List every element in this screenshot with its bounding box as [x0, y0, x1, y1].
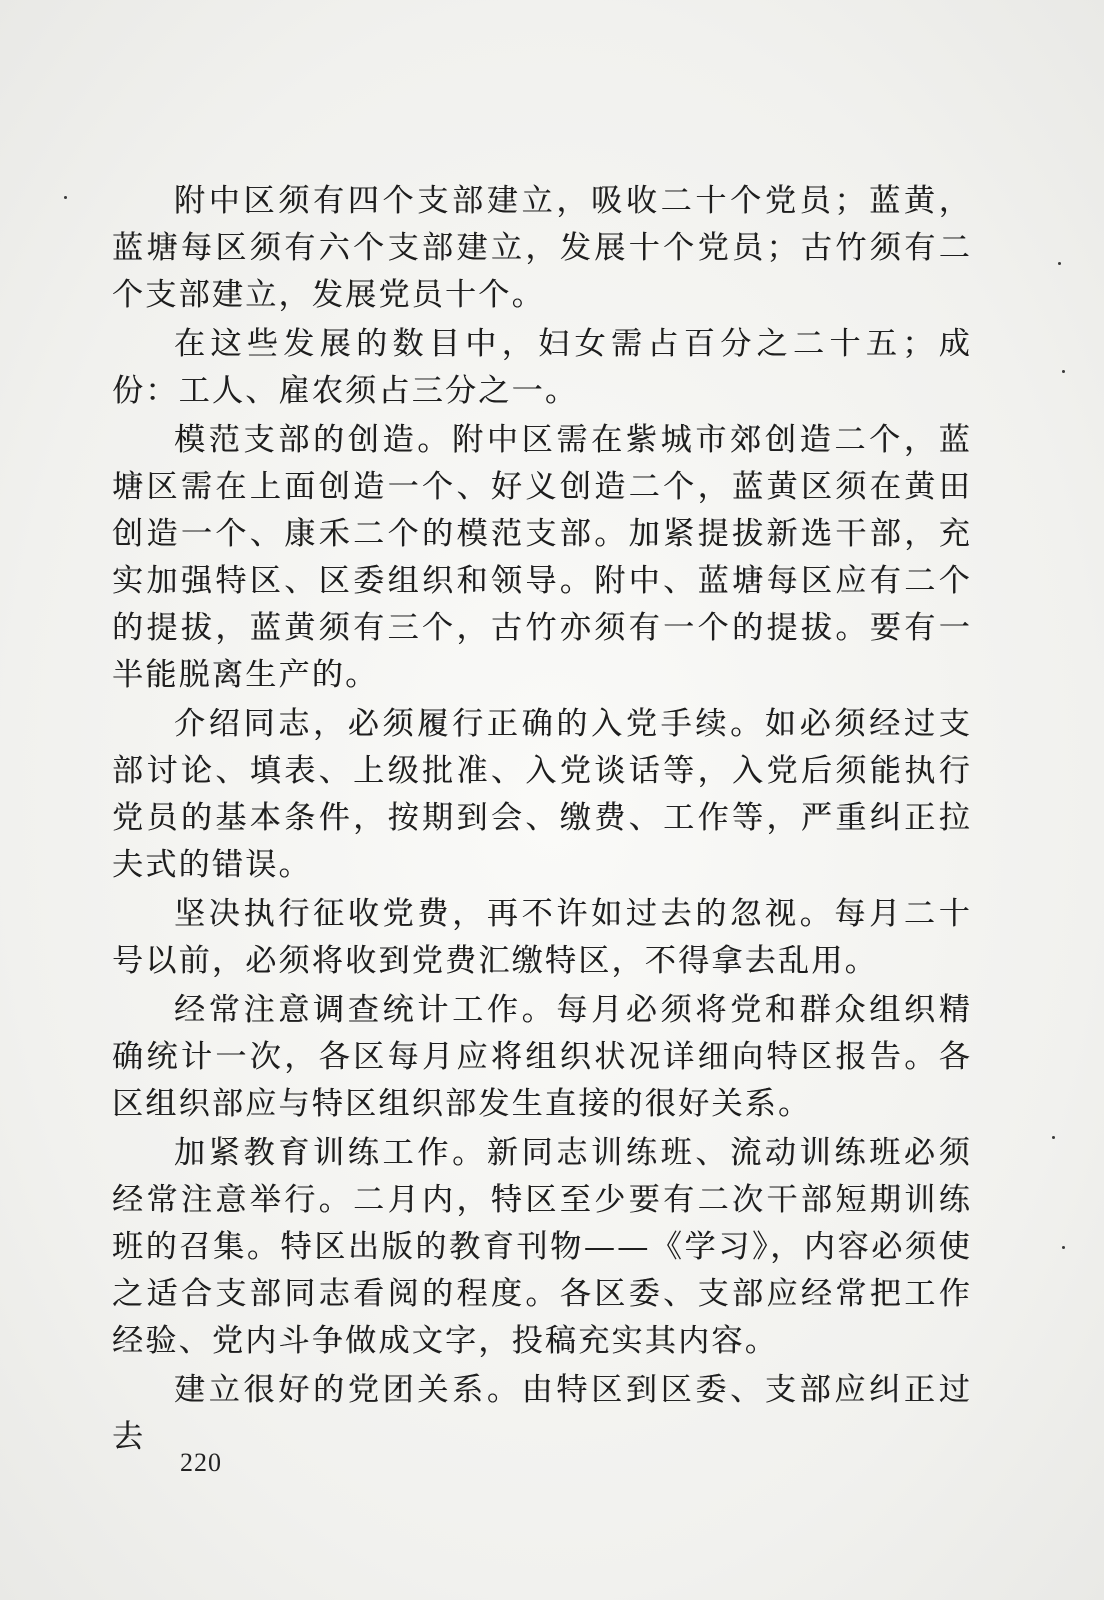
- paragraph: 经常注意调查统计工作。每月必须将党和群众组织精确统计一次，各区每月应将组织状况详细向特区报告。各区组织部应与特区组织部发生直接的很好关系。: [112, 992, 972, 1122]
- page-number: 220: [180, 1448, 222, 1477]
- paragraph: 模范支部的创造。附中区需在紫城市郊创造二个，蓝塘区需在上面创造一个、好义创造二个，蓝黄区须在黄田创造一个、康禾二个的模范支部。加紧提拔新选干部，充实加强特区、区委组织和领导。附中、蓝塘每区应有二个的提拔，蓝黄须有三个，古竹亦须有一个的提拔。要有一半能脱离生产的。: [112, 422, 972, 693]
- paragraph: 坚决执行征收党费，再不许如过去的忽视。每月二十号以前，必须将收到党费汇缴特区，不得拿去乱用。: [112, 896, 972, 979]
- scan-speck: [1058, 262, 1061, 265]
- paragraph: 介绍同志，必须履行正确的入党手续。如必须经过支部讨论、填表、上级批准、入党谈话等，入党后须能执行党员的基本条件，按期到会、缴费、工作等，严重纠正拉夫式的错误。: [112, 706, 972, 883]
- scan-speck: [1062, 1246, 1065, 1249]
- scan-speck: [1062, 370, 1065, 373]
- paragraph: 附中区须有四个支部建立，吸收二十个党员；蓝黄，蓝塘每区须有六个支部建立，发展十个党员；古竹须有二个支部建立，发展党员十个。: [112, 183, 972, 313]
- scan-speck: [1052, 1136, 1055, 1139]
- paragraph: 加紧教育训练工作。新同志训练班、流动训练班必须经常注意举行。二月内，特区至少要有二次干部短期训练班的召集。特区出版的教育刊物——《学习》，内容必须使之适合支部同志看阅的程度。各区委、支部应经常把工作经验、党内斗争做成文字，投稿充实其内容。: [112, 1135, 972, 1359]
- scan-speck: [64, 196, 67, 199]
- paragraph: 在这些发展的数目中，妇女需占百分之二十五；成份：工人、雇农须占三分之一。: [112, 326, 972, 409]
- body-text: [112, 178, 972, 1463]
- paragraph: 建立很好的党团关系。由特区到区委、支部应纠正过去: [112, 1372, 972, 1455]
